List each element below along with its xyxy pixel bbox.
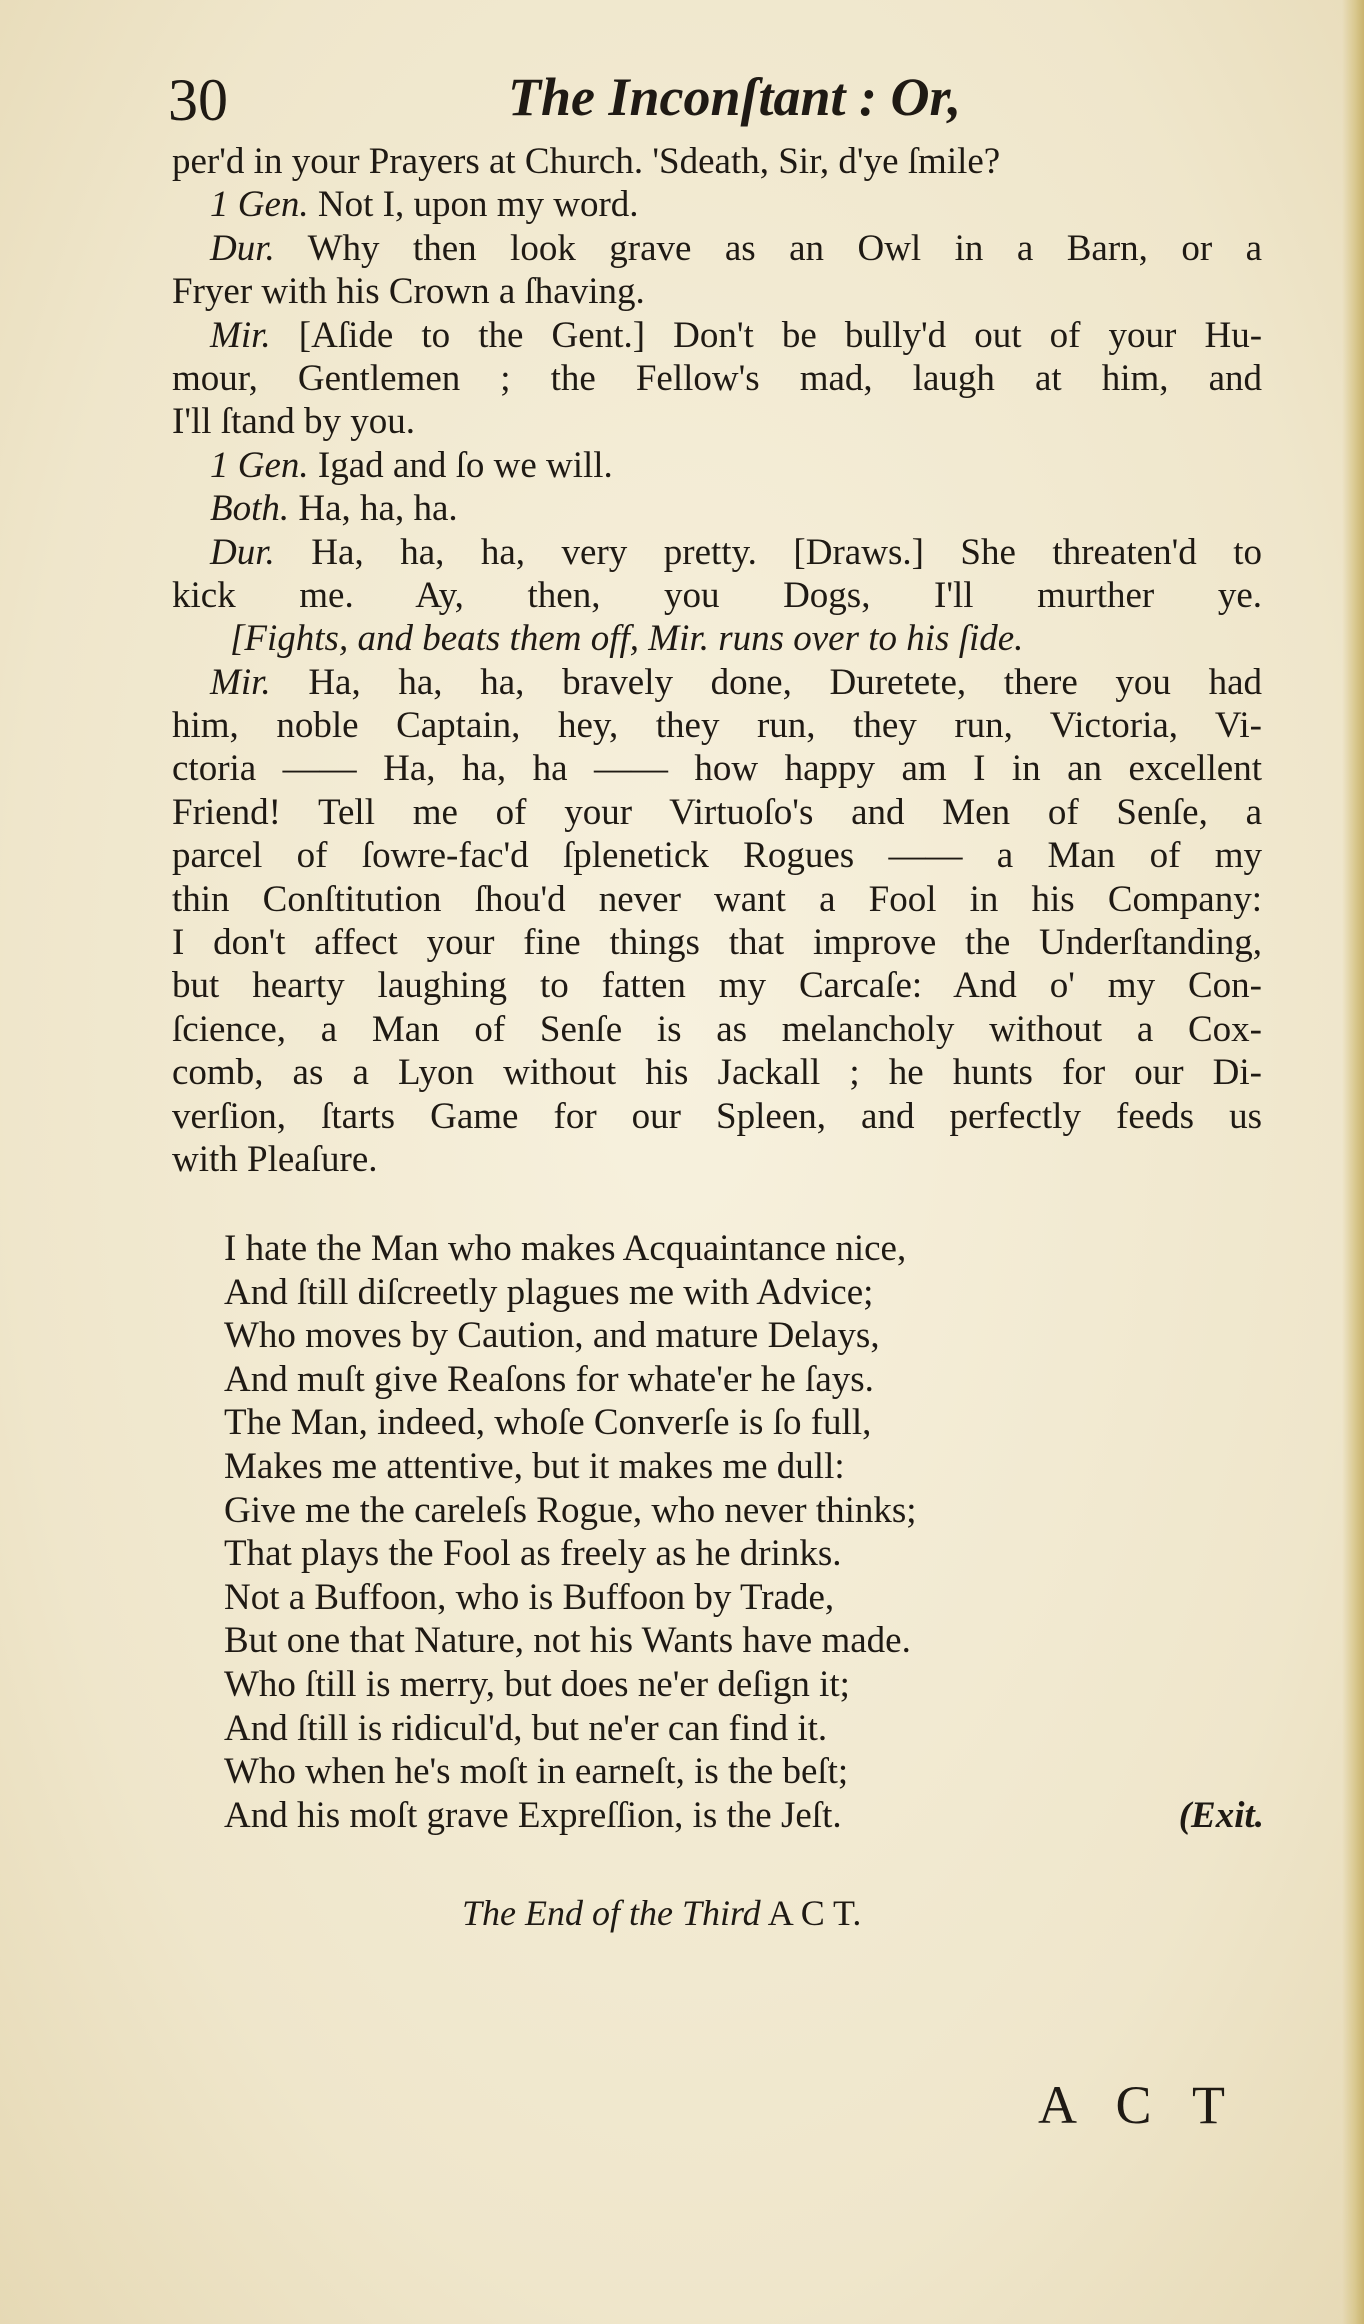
line-text: kick me. Ay, then, you Dogs, I'll murther ye. <box>172 574 1262 616</box>
dialogue-line <box>172 183 1262 226</box>
verse-text: Makes me attentive, but it makes me dull: <box>224 1445 845 1487</box>
page-number: 30 <box>168 67 228 133</box>
dialogue-line <box>172 834 1262 877</box>
dialogue-line <box>172 487 1262 530</box>
verse-line <box>224 1314 1264 1358</box>
line-text: [Aſide to the Gent.] Don't be bully'd out of your Hu- <box>298 314 1263 356</box>
verse-text: I hate the Man who makes Acquaintance nice, <box>224 1228 907 1269</box>
dialogue-line <box>172 1138 1262 1181</box>
line-text: Igad and ſo we will. <box>317 444 613 486</box>
verse-text: And ſtill is ridicul'd, but ne'er can find it. <box>224 1707 828 1749</box>
line-text: ſcience, a Man of Senſe is as melancholy without a Cox- <box>172 1008 1262 1050</box>
dialogue-line <box>172 140 1262 183</box>
speaker-name: Both. <box>210 488 290 530</box>
line-text: him, noble Captain, hey, they run, they run, Victoria, Vi- <box>172 705 1262 747</box>
dialogue-line <box>172 704 1262 747</box>
page-edge <box>1342 0 1364 2324</box>
verse-text: Who moves by Caution, and mature Delays, <box>224 1315 880 1357</box>
verse-line <box>224 1532 1264 1576</box>
verse-block <box>224 1227 1264 1837</box>
line-text: Why then look grave as an Owl in a Barn, or a <box>307 227 1262 269</box>
verse-text: And muſt give Reaſons for whate'er he ſays. <box>224 1358 874 1400</box>
speaker-name: Dur. <box>210 227 275 269</box>
dialogue-line <box>172 617 1262 660</box>
verse-line <box>224 1750 1264 1794</box>
verse-text: Who when he's moſt in earneſt, is the beſt; <box>224 1751 849 1793</box>
line-text: mour, Gentlemen ; the Fellow's mad, laugh at him, and <box>172 357 1262 399</box>
verse-line <box>224 1707 1264 1751</box>
dialogue-line <box>172 270 1262 313</box>
dialogue-line <box>172 964 1262 1007</box>
running-title: The Inconſtant : Or, <box>508 67 962 127</box>
verse-text: Give me the careleſs Rogue, who never thinks; <box>224 1489 917 1531</box>
dialogue-line <box>172 531 1262 574</box>
verse-line <box>224 1271 1264 1315</box>
verse-line <box>224 1401 1264 1445</box>
dialogue-line <box>172 1008 1262 1051</box>
verse-line <box>224 1794 1264 1838</box>
verse-line <box>224 1358 1264 1402</box>
end-note-italic: The End of the Third <box>462 1893 761 1933</box>
verse-line <box>224 1227 1264 1271</box>
line-text: I'll ſtand by you. <box>172 401 416 443</box>
verse-text: And his moſt grave Expreſſion, is the Jeſt. <box>224 1794 842 1836</box>
line-text: with Pleaſure. <box>172 1138 378 1180</box>
line-text: I don't affect your fine things that improve the Underſtanding, <box>172 922 1262 964</box>
page-header <box>168 58 1278 148</box>
speaker-name: Mir. <box>210 314 271 356</box>
dialogue-line <box>172 357 1262 400</box>
line-text: Fryer with his Crown a ſhaving. <box>172 271 645 313</box>
line-text: Ha, ha, ha, very pretty. [Draws.] She threaten'd to <box>311 531 1263 573</box>
dialogue-line <box>172 747 1262 790</box>
line-text: but hearty laughing to fatten my Carcaſe: And o' my Con- <box>172 965 1262 1007</box>
verse-line <box>224 1576 1264 1620</box>
dialogue-line <box>172 227 1262 270</box>
line-text: Not I, upon my word. <box>317 184 639 226</box>
verse-text: And ſtill diſcreetly plagues me with Advice; <box>224 1271 874 1313</box>
dialogue-line <box>172 314 1262 357</box>
end-note-act: A C T. <box>767 1893 862 1933</box>
line-text: thin Conſtitution ſhou'd never want a Fool in his Company: <box>172 878 1262 920</box>
verse-text: The Man, indeed, whoſe Converſe is ſo full, <box>224 1402 872 1444</box>
line-text: Ha, ha, ha. <box>298 488 458 530</box>
line-text: comb, as a Lyon without his Jackall ; he hunts for our Di- <box>172 1052 1262 1094</box>
dialogue-line <box>172 1095 1262 1138</box>
dialogue-line <box>172 661 1262 704</box>
dialogue-line <box>172 791 1262 834</box>
verse-text: Not a Buffoon, who is Buffoon by Trade, <box>224 1576 835 1618</box>
verse-line <box>224 1445 1264 1489</box>
dialogue-block <box>172 140 1262 1181</box>
dialogue-line <box>172 444 1262 487</box>
dialogue-line <box>172 400 1262 443</box>
verse-line <box>224 1619 1264 1663</box>
verse-text: But one that Nature, not his Wants have made. <box>224 1620 911 1662</box>
speaker-name: 1 Gen. <box>210 444 309 486</box>
line-text: ctoria —— Ha, ha, ha —— how happy am I in an excellent <box>172 748 1262 790</box>
dialogue-line <box>172 921 1262 964</box>
verse-text: Who ſtill is merry, but does ne'er deſign it; <box>224 1663 850 1705</box>
dialogue-line <box>172 574 1262 617</box>
speaker-name: Dur. <box>210 531 275 573</box>
verse-line <box>224 1489 1264 1533</box>
line-text: [Fights, and beats them off, Mir. runs over to his ſide. <box>230 618 1024 660</box>
speaker-name: Mir. <box>210 661 271 703</box>
end-of-act-note <box>462 1892 861 1934</box>
line-text: per'd in your Prayers at Church. 'Sdeath, Sir, d'ye ſmile? <box>172 141 1001 182</box>
line-text: parcel of ſowre-fac'd ſplenetick Rogues —— a Man of my <box>172 835 1262 877</box>
exit-direction: (Exit. <box>1178 1794 1264 1836</box>
line-text: Friend! Tell me of your Virtuoſo's and Men of Senſe, a <box>172 791 1262 833</box>
speaker-name: 1 Gen. <box>210 184 309 226</box>
verse-line <box>224 1663 1264 1707</box>
line-text: Ha, ha, ha, bravely done, Duretete, there you had <box>308 661 1263 703</box>
catchword: A C T <box>1038 2075 1240 2135</box>
line-text: verſion, ſtarts Game for our Spleen, and perfectly feeds us <box>172 1095 1262 1137</box>
dialogue-line <box>172 878 1262 921</box>
dialogue-line <box>172 1051 1262 1094</box>
verse-text: That plays the Fool as freely as he drinks. <box>224 1533 842 1575</box>
